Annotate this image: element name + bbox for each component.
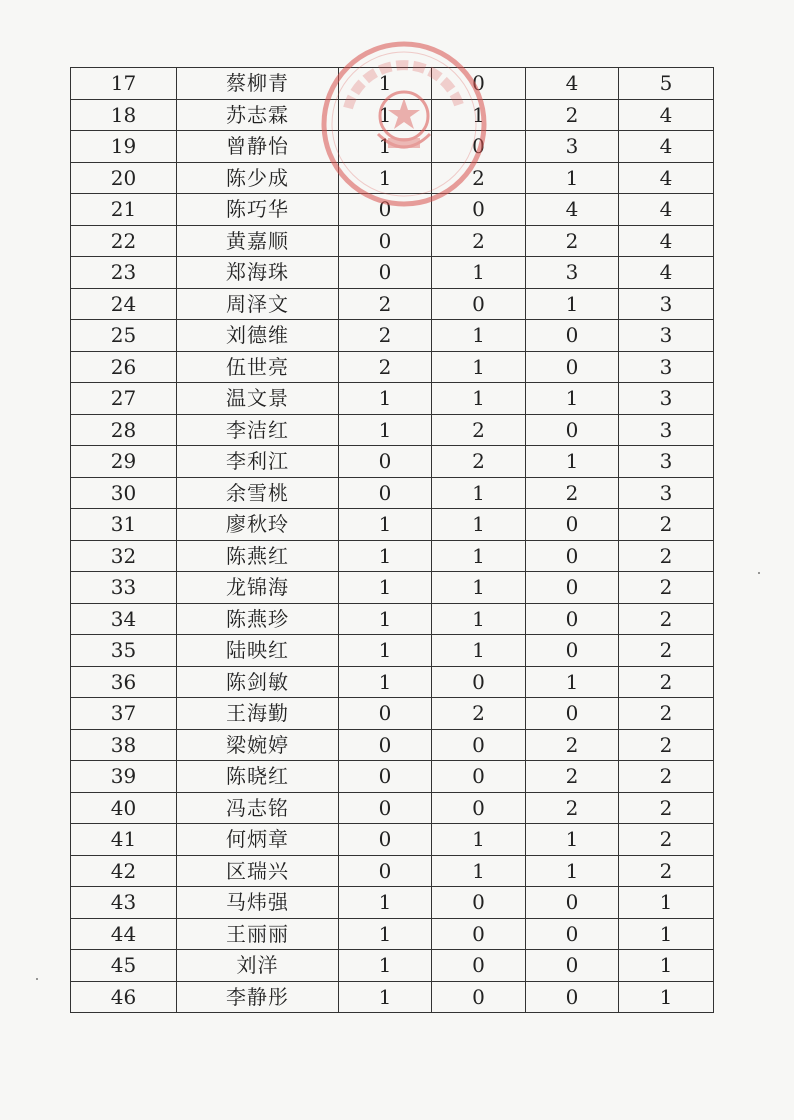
- cell-count-2: 1: [432, 477, 526, 509]
- cell-name: 刘洋: [177, 950, 339, 982]
- cell-count-2: 1: [432, 540, 526, 572]
- table-row: [71, 540, 714, 572]
- cell-count-3: 1: [526, 288, 619, 320]
- cell-count-2: 1: [432, 572, 526, 604]
- cell-total: 5: [619, 68, 714, 100]
- cell-count-1: 0: [339, 194, 432, 226]
- table-row: [71, 414, 714, 446]
- cell-number: 44: [71, 918, 177, 950]
- cell-count-3: 0: [526, 351, 619, 383]
- cell-total: 3: [619, 446, 714, 478]
- cell-total: 1: [619, 950, 714, 982]
- cell-name: 区瑞兴: [177, 855, 339, 887]
- cell-number: 39: [71, 761, 177, 793]
- cell-name: 刘德维: [177, 320, 339, 352]
- cell-count-3: 3: [526, 131, 619, 163]
- cell-count-2: 1: [432, 383, 526, 415]
- cell-count-1: 0: [339, 855, 432, 887]
- cell-number: 25: [71, 320, 177, 352]
- cell-name: 王丽丽: [177, 918, 339, 950]
- cell-number: 33: [71, 572, 177, 604]
- table-row: [71, 981, 714, 1013]
- cell-count-1: 1: [339, 635, 432, 667]
- roster-table: [70, 67, 714, 1013]
- cell-count-2: 0: [432, 950, 526, 982]
- cell-number: 19: [71, 131, 177, 163]
- cell-name: 陆映红: [177, 635, 339, 667]
- cell-count-2: 1: [432, 257, 526, 289]
- cell-count-1: 1: [339, 414, 432, 446]
- table-row: [71, 225, 714, 257]
- cell-count-2: 1: [432, 320, 526, 352]
- table-row: [71, 729, 714, 761]
- cell-count-2: 2: [432, 225, 526, 257]
- cell-count-3: 0: [526, 603, 619, 635]
- cell-count-2: 1: [432, 824, 526, 856]
- cell-number: 22: [71, 225, 177, 257]
- cell-count-3: 2: [526, 729, 619, 761]
- cell-count-2: 1: [432, 351, 526, 383]
- cell-total: 4: [619, 131, 714, 163]
- cell-number: 41: [71, 824, 177, 856]
- table-row: [71, 509, 714, 541]
- cell-name: 曾静怡: [177, 131, 339, 163]
- cell-count-3: 0: [526, 698, 619, 730]
- cell-name: 陈少成: [177, 162, 339, 194]
- cell-count-3: 0: [526, 981, 619, 1013]
- cell-count-3: 0: [526, 509, 619, 541]
- cell-count-3: 1: [526, 162, 619, 194]
- cell-count-1: 1: [339, 131, 432, 163]
- cell-count-2: 0: [432, 918, 526, 950]
- roster-table-body: [71, 68, 714, 1013]
- cell-count-1: 0: [339, 761, 432, 793]
- cell-total: 4: [619, 257, 714, 289]
- cell-total: 2: [619, 761, 714, 793]
- cell-count-3: 0: [526, 414, 619, 446]
- cell-count-2: 0: [432, 729, 526, 761]
- cell-name: 陈晓红: [177, 761, 339, 793]
- table-row: [71, 446, 714, 478]
- cell-number: 37: [71, 698, 177, 730]
- cell-count-3: 0: [526, 320, 619, 352]
- cell-total: 2: [619, 824, 714, 856]
- cell-name: 马炜强: [177, 887, 339, 919]
- cell-name: 陈燕红: [177, 540, 339, 572]
- cell-count-1: 0: [339, 225, 432, 257]
- cell-name: 陈燕珍: [177, 603, 339, 635]
- cell-count-1: 0: [339, 824, 432, 856]
- cell-count-3: 3: [526, 257, 619, 289]
- cell-count-1: 1: [339, 509, 432, 541]
- cell-count-3: 4: [526, 194, 619, 226]
- cell-count-1: 0: [339, 792, 432, 824]
- cell-count-2: 2: [432, 162, 526, 194]
- cell-number: 29: [71, 446, 177, 478]
- table-row: [71, 666, 714, 698]
- cell-name: 李利江: [177, 446, 339, 478]
- cell-number: 46: [71, 981, 177, 1013]
- cell-name: 李洁红: [177, 414, 339, 446]
- cell-count-1: 1: [339, 666, 432, 698]
- cell-name: 郑海珠: [177, 257, 339, 289]
- cell-count-3: 2: [526, 761, 619, 793]
- cell-total: 3: [619, 288, 714, 320]
- cell-count-1: 2: [339, 351, 432, 383]
- table-row: [71, 477, 714, 509]
- cell-count-2: 1: [432, 855, 526, 887]
- cell-number: 34: [71, 603, 177, 635]
- cell-total: 2: [619, 509, 714, 541]
- cell-total: 2: [619, 572, 714, 604]
- table-row: [71, 855, 714, 887]
- cell-name: 何炳章: [177, 824, 339, 856]
- cell-number: 32: [71, 540, 177, 572]
- cell-name: 黄嘉顺: [177, 225, 339, 257]
- cell-number: 18: [71, 99, 177, 131]
- cell-count-1: 1: [339, 383, 432, 415]
- cell-count-1: 1: [339, 540, 432, 572]
- table-row: [71, 635, 714, 667]
- cell-number: 38: [71, 729, 177, 761]
- cell-count-1: 1: [339, 981, 432, 1013]
- cell-count-3: 1: [526, 824, 619, 856]
- cell-count-2: 0: [432, 981, 526, 1013]
- cell-count-1: 1: [339, 572, 432, 604]
- cell-total: 2: [619, 698, 714, 730]
- cell-name: 周泽文: [177, 288, 339, 320]
- cell-total: 4: [619, 162, 714, 194]
- cell-count-2: 2: [432, 446, 526, 478]
- cell-total: 1: [619, 887, 714, 919]
- table-row: [71, 603, 714, 635]
- scan-speck: [36, 978, 38, 980]
- cell-count-3: 0: [526, 918, 619, 950]
- cell-name: 余雪桃: [177, 477, 339, 509]
- cell-number: 36: [71, 666, 177, 698]
- cell-number: 26: [71, 351, 177, 383]
- cell-name: 龙锦海: [177, 572, 339, 604]
- table-row: [71, 792, 714, 824]
- cell-name: 苏志霖: [177, 99, 339, 131]
- cell-count-1: 0: [339, 698, 432, 730]
- cell-count-2: 0: [432, 194, 526, 226]
- table-row: [71, 383, 714, 415]
- cell-number: 45: [71, 950, 177, 982]
- table-row: [71, 887, 714, 919]
- cell-name: 梁婉婷: [177, 729, 339, 761]
- cell-count-3: 2: [526, 477, 619, 509]
- cell-count-1: 1: [339, 918, 432, 950]
- cell-number: 30: [71, 477, 177, 509]
- cell-count-2: 0: [432, 792, 526, 824]
- cell-name: 陈剑敏: [177, 666, 339, 698]
- cell-count-1: 1: [339, 162, 432, 194]
- cell-count-2: 0: [432, 666, 526, 698]
- cell-total: 3: [619, 351, 714, 383]
- cell-count-3: 4: [526, 68, 619, 100]
- cell-total: 3: [619, 477, 714, 509]
- cell-count-2: 0: [432, 68, 526, 100]
- cell-total: 2: [619, 729, 714, 761]
- cell-name: 李静彤: [177, 981, 339, 1013]
- table-row: [71, 824, 714, 856]
- cell-count-2: 1: [432, 509, 526, 541]
- cell-count-3: 1: [526, 383, 619, 415]
- cell-count-2: 0: [432, 288, 526, 320]
- table-row: [71, 572, 714, 604]
- table-row: [71, 162, 714, 194]
- cell-count-1: 1: [339, 68, 432, 100]
- cell-count-2: 2: [432, 414, 526, 446]
- cell-number: 42: [71, 855, 177, 887]
- cell-count-2: 0: [432, 887, 526, 919]
- cell-count-3: 0: [526, 950, 619, 982]
- cell-count-1: 1: [339, 99, 432, 131]
- cell-count-3: 2: [526, 225, 619, 257]
- cell-total: 2: [619, 855, 714, 887]
- cell-count-3: 1: [526, 855, 619, 887]
- cell-name: 廖秋玲: [177, 509, 339, 541]
- cell-total: 1: [619, 981, 714, 1013]
- cell-count-1: 1: [339, 950, 432, 982]
- cell-count-2: 1: [432, 603, 526, 635]
- cell-total: 3: [619, 320, 714, 352]
- cell-number: 31: [71, 509, 177, 541]
- cell-count-1: 0: [339, 446, 432, 478]
- cell-number: 23: [71, 257, 177, 289]
- cell-count-1: 0: [339, 257, 432, 289]
- table-row: [71, 761, 714, 793]
- table-row: [71, 131, 714, 163]
- cell-name: 王海勤: [177, 698, 339, 730]
- cell-count-3: 0: [526, 887, 619, 919]
- cell-total: 4: [619, 225, 714, 257]
- cell-total: 2: [619, 540, 714, 572]
- cell-count-1: 1: [339, 603, 432, 635]
- cell-number: 17: [71, 68, 177, 100]
- cell-total: 2: [619, 666, 714, 698]
- table-row: [71, 194, 714, 226]
- cell-name: 陈巧华: [177, 194, 339, 226]
- table-row: [71, 68, 714, 100]
- cell-count-3: 0: [526, 572, 619, 604]
- cell-number: 20: [71, 162, 177, 194]
- cell-number: 28: [71, 414, 177, 446]
- cell-number: 21: [71, 194, 177, 226]
- table-row: [71, 950, 714, 982]
- cell-total: 2: [619, 603, 714, 635]
- cell-number: 43: [71, 887, 177, 919]
- table-row: [71, 288, 714, 320]
- cell-name: 蔡柳青: [177, 68, 339, 100]
- cell-count-3: 0: [526, 540, 619, 572]
- cell-total: 4: [619, 99, 714, 131]
- cell-name: 冯志铭: [177, 792, 339, 824]
- cell-count-3: 0: [526, 635, 619, 667]
- cell-count-3: 2: [526, 99, 619, 131]
- cell-total: 3: [619, 414, 714, 446]
- cell-count-2: 1: [432, 635, 526, 667]
- cell-count-2: 1: [432, 99, 526, 131]
- cell-count-3: 1: [526, 666, 619, 698]
- cell-number: 24: [71, 288, 177, 320]
- table-row: [71, 351, 714, 383]
- scan-speck: [758, 572, 760, 574]
- table-row: [71, 698, 714, 730]
- cell-name: 温文景: [177, 383, 339, 415]
- cell-total: 4: [619, 194, 714, 226]
- cell-count-1: 0: [339, 477, 432, 509]
- cell-count-1: 0: [339, 729, 432, 761]
- table-row: [71, 99, 714, 131]
- cell-count-2: 0: [432, 761, 526, 793]
- cell-count-2: 0: [432, 131, 526, 163]
- cell-number: 35: [71, 635, 177, 667]
- cell-total: 2: [619, 635, 714, 667]
- cell-total: 3: [619, 383, 714, 415]
- cell-name: 伍世亮: [177, 351, 339, 383]
- cell-number: 40: [71, 792, 177, 824]
- cell-number: 27: [71, 383, 177, 415]
- cell-count-1: 1: [339, 887, 432, 919]
- cell-count-1: 2: [339, 320, 432, 352]
- cell-total: 2: [619, 792, 714, 824]
- cell-total: 1: [619, 918, 714, 950]
- cell-count-1: 2: [339, 288, 432, 320]
- cell-count-3: 2: [526, 792, 619, 824]
- cell-count-3: 1: [526, 446, 619, 478]
- table-row: [71, 320, 714, 352]
- cell-count-2: 2: [432, 698, 526, 730]
- table-row: [71, 918, 714, 950]
- table-row: [71, 257, 714, 289]
